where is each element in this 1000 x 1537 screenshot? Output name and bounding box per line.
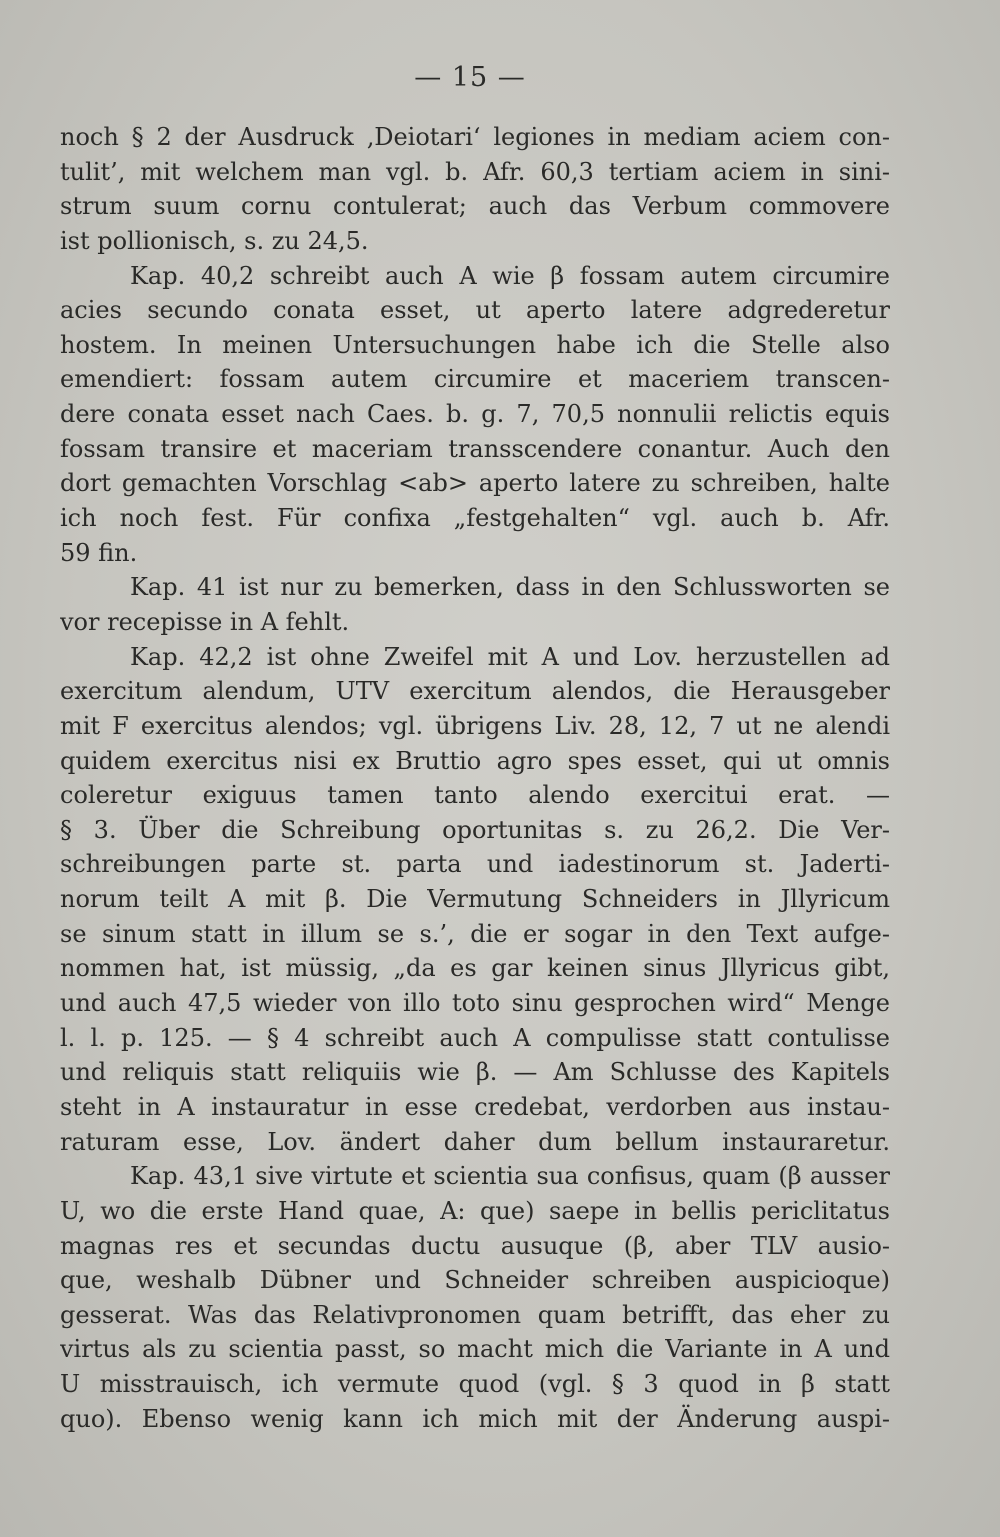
text-line: mit F exercitus alendos; vgl. übrigens Liv. 28, 12, 7 ut ne alendi bbox=[60, 711, 890, 740]
text-line: exercitum alendum, UTV exercitum alendos, die Herausgeber bbox=[60, 677, 890, 706]
text-line: U misstrauisch, ich vermute quod (vgl. § 3 quod in β statt bbox=[60, 1370, 890, 1399]
text-line: § 3. Über die Schreibung oportunitas s. zu 26,2. Die Ver- bbox=[60, 815, 890, 844]
text-line: dere conata esset nach Caes. b. g. 7, 70,5 nonnulii relictis equis bbox=[60, 400, 890, 429]
text-line: Kap. 41 ist nur zu bemerken, dass in den Schlussworten se bbox=[130, 573, 890, 602]
text-line: und reliquis statt reliquiis wie β. — Am Schlusse des Kapitels bbox=[60, 1058, 890, 1087]
text-line: raturam esse, Lov. ändert daher dum bellum instauraretur. bbox=[60, 1127, 890, 1156]
text-line: strum suum cornu contulerat; auch das Verbum commovere bbox=[60, 192, 890, 221]
text-line: und auch 47,5 wieder von illo toto sinu gesprochen wird“ Menge bbox=[60, 989, 890, 1018]
text-line: tulit’, mit welchem man vgl. b. Afr. 60,3 tertiam aciem in sini- bbox=[60, 157, 890, 186]
text-line: ist pollionisch, s. zu 24,5. bbox=[60, 226, 369, 255]
text-line: hostem. In meinen Untersuchungen habe ich die Stelle also bbox=[60, 330, 890, 359]
text-line: se sinum statt in illum se s.’, die er sogar in den Text aufge- bbox=[60, 919, 890, 948]
text-line: Kap. 42,2 ist ohne Zweifel mit A und Lov. herzustellen ad bbox=[130, 642, 890, 671]
text-line: dort gemachten Vorschlag <ab> aperto latere zu schreiben, halte bbox=[60, 469, 890, 498]
text-line: coleretur exiguus tamen tanto alendo exercitui erat. — bbox=[60, 781, 890, 810]
text-line: quidem exercitus nisi ex Bruttio agro spes esset, qui ut omnis bbox=[60, 746, 890, 775]
text-line: emendiert: fossam autem circumire et maceriem transcen- bbox=[60, 365, 890, 394]
text-line: Kap. 43,1 sive virtute et scientia sua confisus, quam (β ausser bbox=[130, 1162, 890, 1191]
text-line: Kap. 40,2 schreibt auch A wie β fossam autem circumire bbox=[130, 261, 890, 290]
text-line: fossam transire et maceriam transscendere conantur. Auch den bbox=[60, 434, 890, 463]
text-line: que, weshalb Dübner und Schneider schreiben auspicioque) bbox=[60, 1266, 890, 1295]
text-line: gesserat. Was das Relativpronomen quam betrifft, das eher zu bbox=[60, 1300, 890, 1329]
text-line: l. l. p. 125. — § 4 schreibt auch A compulisse statt contulisse bbox=[60, 1023, 890, 1052]
text-line: 59 fin. bbox=[60, 538, 138, 567]
text-line: ich noch fest. Für confixa „festgehalten“ vgl. auch b. Afr. bbox=[60, 504, 890, 533]
text-line: vor recepisse in A fehlt. bbox=[60, 607, 350, 636]
text-line: magnas res et secundas ductu ausuque (β, aber TLV ausio- bbox=[60, 1231, 890, 1260]
text-line: schreibungen parte st. parta und iadestinorum st. Jaderti- bbox=[60, 850, 890, 879]
text-line: steht in A instauratur in esse credebat, verdorben aus instau- bbox=[60, 1092, 890, 1121]
body-text bbox=[60, 120, 890, 1436]
page-number: — 15 — bbox=[414, 62, 526, 93]
text-line: noch § 2 der Ausdruck ‚Deiotari‘ legiones in mediam aciem con- bbox=[60, 123, 890, 151]
text-line: quo). Ebenso wenig kann ich mich mit der Änderung auspi- bbox=[60, 1404, 890, 1433]
text-line: U, wo die erste Hand quae, A: que) saepe in bellis periclitatus bbox=[60, 1196, 890, 1225]
text-line: acies secundo conata esset, ut aperto latere adgrederetur bbox=[60, 296, 890, 325]
text-line: nommen hat, ist müssig, „da es gar keinen sinus Jllyricus gibt, bbox=[60, 954, 890, 983]
text-line: norum teilt A mit β. Die Vermutung Schneiders in Jllyricum bbox=[60, 885, 890, 914]
text-line: virtus als zu scientia passt, so macht mich die Variante in A und bbox=[60, 1335, 890, 1364]
